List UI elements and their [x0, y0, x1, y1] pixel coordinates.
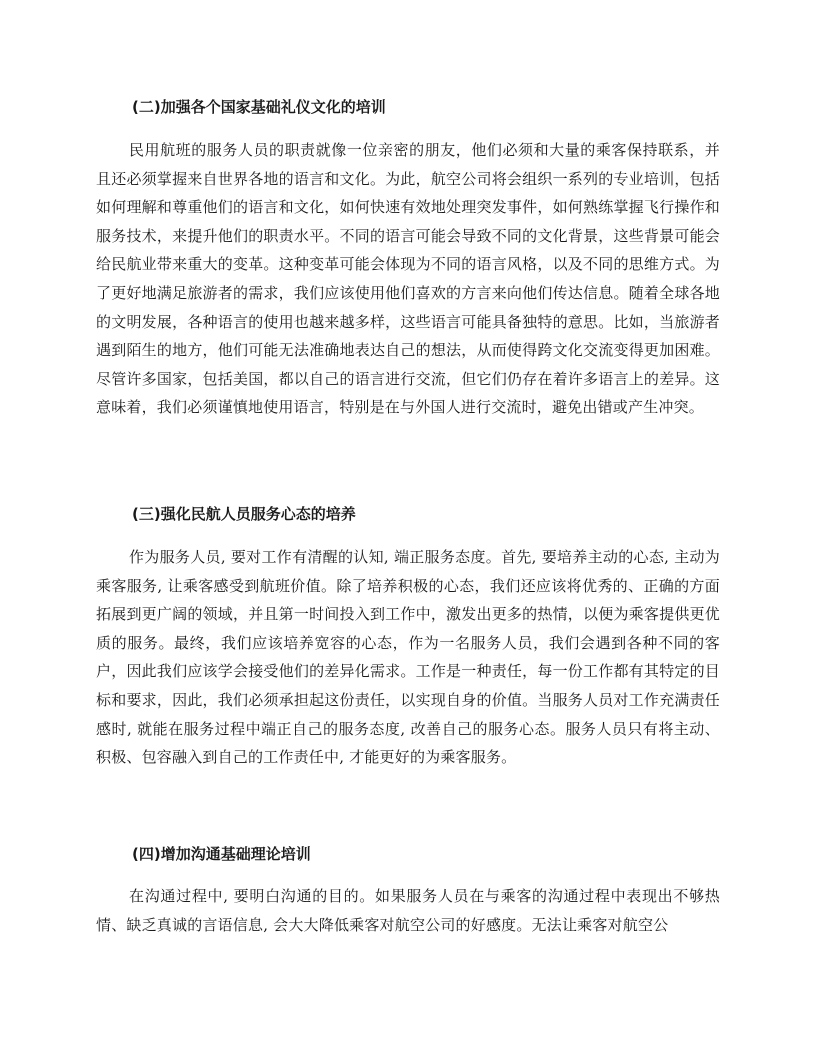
section-paragraph-4: 在沟通过程中, 要明白沟通的目的。如果服务人员在与乘客的沟通过程中表现出不够热情、缺乏真诚的言语信息, 会大大降低乘客对航空公司的好感度。无法让乘客对航空公 [96, 887, 720, 934]
section-heading-2: (二)加强各个国家基础礼仪文化的培训 [132, 98, 386, 116]
section-heading-4: (四)增加沟通基础理论培训 [132, 845, 311, 863]
section-paragraph-3: 作为服务人员, 要对工作有清醒的认知, 端正服务态度。首先, 要培养主动的心态, 主动为乘客服务, 让乘客感受到航班价值。除了培养积极的心态，我们还应该将优秀的、正确的方面拓展到更广阔的领域，并且第一时间投入到工作中，激发出更多的热情，以便为乘客提供更优质的服务。最终，我们应该培养宽容的心态，作为一名服务人员，我们会遇到各种不同的客户，因此我们应该学会接受他们的差异化需求。工作是一种责任，每一份工作都有其特定的目标和要求，因此，我们必须承担起这份责任，以实现自身的价值。当服务人员对工作充满责任感时, 就能在服务过程中端正自己的服务态度, 改善自己的服务心态。服务人员只有将主动、积极、包容融入到自己的工作责任中, 才能更好的为乘客服务。 [96, 548, 720, 767]
section-paragraph-2: 民用航班的服务人员的职责就像一位亲密的朋友，他们必须和大量的乘客保持联系，并且还必须掌握来自世界各地的语言和文化。为此，航空公司将会组织一系列的专业培训，包括如何理解和尊重他们的语言和文化，如何快速有效地处理突发事件，如何熟练掌握飞行操作和服务技术，来提升他们的职责水平。不同的语言可能会导致不同的文化背景，这些背景可能会给民航业带来重大的变革。这种变革可能会体现为不同的语言风格，以及不同的思维方式。为了更好地满足旅游者的需求，我们应该使用他们喜欢的方言来向他们传达信息。随着全球各地的文明发展，各种语言的使用也越来越多样，这些语言可能具备独特的意思。比如，当旅游者遇到陌生的地方，他们可能无法准确地表达自己的想法，从而使得跨文化交流变得更加困难。尽管许多国家，包括美国，都以自己的语言进行交流，但它们仍存在着许多语言上的差异。这意味着，我们必须谨慎地使用语言，特别是在与外国人进行交流时，避免出错或产生冲突。 [96, 141, 720, 417]
section-heading-3: (三)强化民航人员服务心态的培养 [132, 505, 356, 523]
